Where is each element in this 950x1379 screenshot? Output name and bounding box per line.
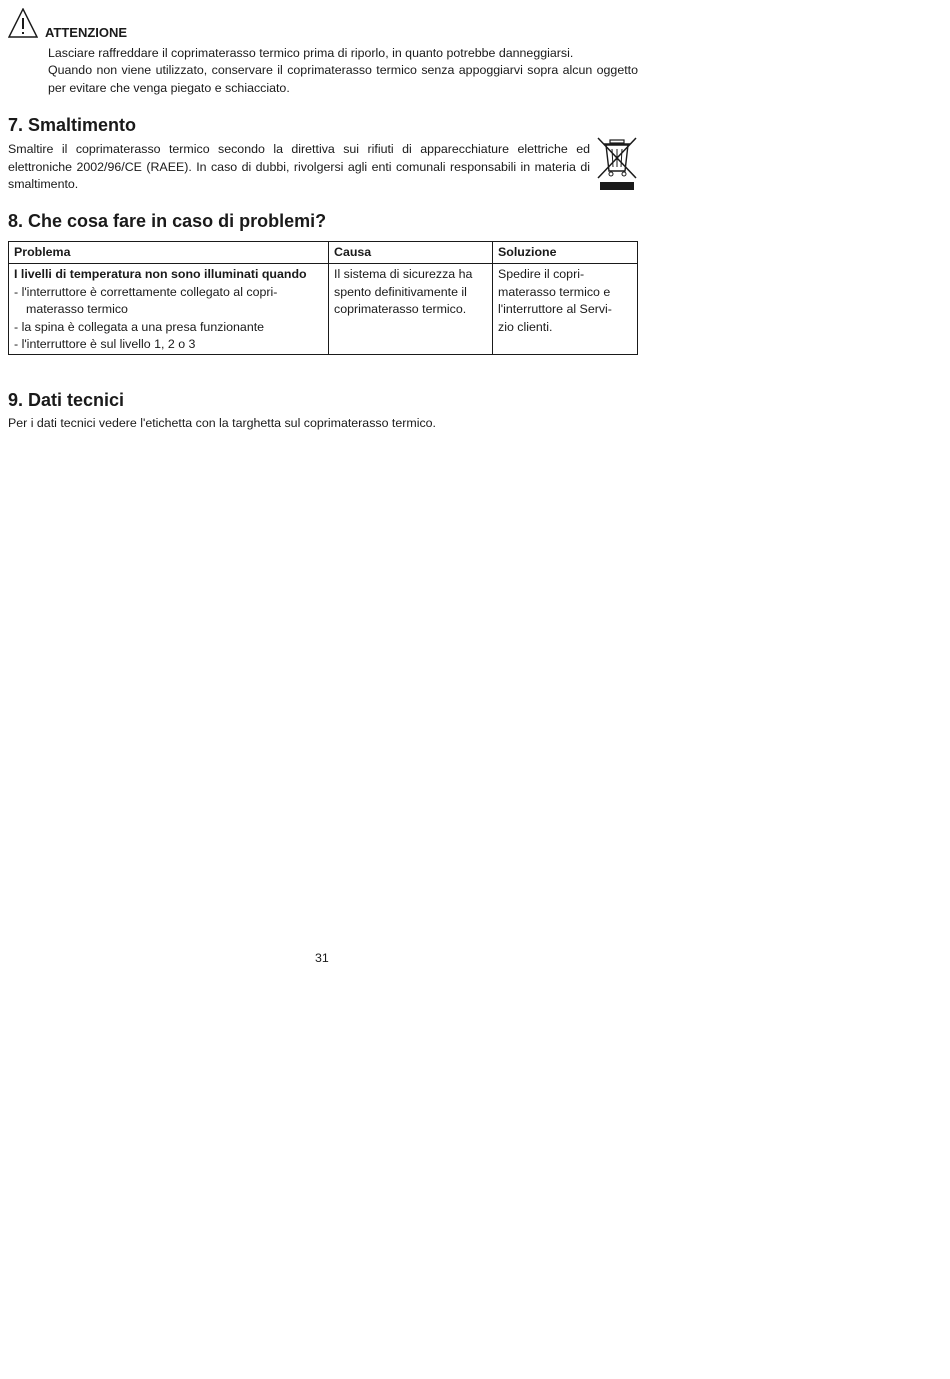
problem-item: materasso termico bbox=[26, 302, 128, 317]
cause-line: Il sistema di sicurezza ha bbox=[334, 267, 473, 282]
solution-line: zio clienti. bbox=[498, 319, 553, 334]
cause-line: spento definitivamente il bbox=[334, 284, 467, 299]
crossed-out-bin-icon bbox=[596, 135, 638, 192]
solution-line: materasso termico e bbox=[498, 284, 611, 299]
section-8-heading: 8. Che cosa fare in caso di problemi? bbox=[8, 211, 327, 231]
troubleshooting-table bbox=[8, 241, 638, 355]
solution-line: l'interruttore al Servi- bbox=[498, 302, 612, 317]
warning-body bbox=[48, 45, 638, 97]
cause-line: coprimaterasso termico. bbox=[334, 302, 467, 317]
section-7-heading: 7. Smaltimento bbox=[8, 115, 137, 135]
table-row bbox=[9, 264, 638, 355]
warning-triangle-icon bbox=[8, 8, 38, 38]
problem-item: - l'interruttore è sul livello 1, 2 o 3 bbox=[14, 337, 196, 352]
warning-line-2: Quando non viene utilizzato, conservare il coprimaterasso termico senza appoggiarvi sopra alcun oggetto per evitare che venga piegato e schiacciato. bbox=[48, 63, 638, 95]
page-number: 31 bbox=[315, 951, 329, 965]
technical-data-text: Per i dati tecnici vedere l'etichetta con la targhetta sul coprimaterasso termico. bbox=[8, 416, 436, 430]
problem-item: - la spina è collegata a una presa funzionante bbox=[14, 319, 265, 334]
problem-item: - l'interruttore è correttamente collegato al copri- bbox=[14, 284, 278, 299]
disposal-text: Smaltire il coprimaterasso termico secondo la direttiva sui rifiuti di apparecchiature elettriche ed elettroniche 2002/96/CE (RAEE). In caso di dubbi, rivolgersi agli enti comunali responsabili in materia di smaltimento. bbox=[8, 142, 590, 191]
warning-title: ATTENZIONE bbox=[45, 25, 128, 40]
section-9-heading: 9. Dati tecnici bbox=[8, 390, 125, 410]
cause-cell bbox=[329, 264, 493, 355]
warning-line-1: Lasciare raffreddare il coprimaterasso termico prima di riporlo, in quanto potrebbe danneggiarsi. bbox=[48, 46, 574, 60]
solution-cell bbox=[493, 264, 638, 355]
solution-line: Spedire il copri- bbox=[498, 267, 585, 282]
problem-cell bbox=[9, 264, 329, 355]
header-solution: Soluzione bbox=[493, 242, 638, 264]
header-problem: Problema bbox=[9, 242, 329, 264]
header-cause: Causa bbox=[329, 242, 493, 264]
table-header-row bbox=[9, 242, 638, 264]
problem-title: I livelli di temperatura non sono illuminati quando bbox=[14, 267, 307, 282]
